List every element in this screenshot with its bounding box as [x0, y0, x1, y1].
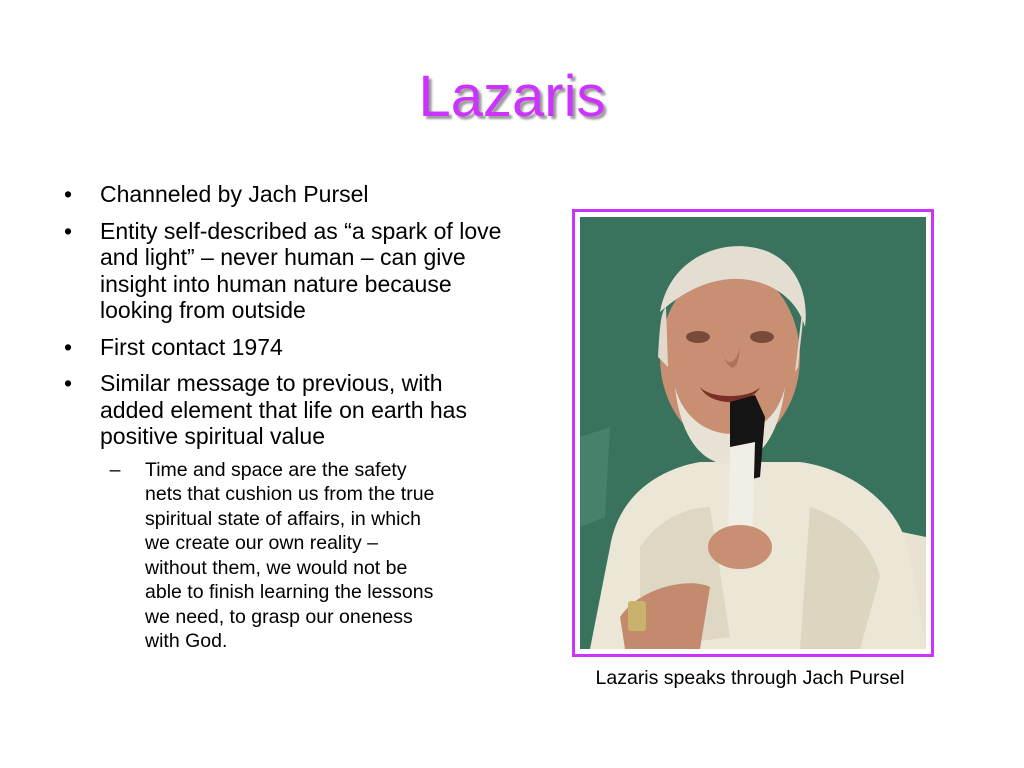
bullet-item — [58, 334, 508, 361]
bullet-mark: • — [63, 181, 73, 207]
sub-bullet-text: Time and space are the safety nets that cushion us from the true spiritual state of affairs, in which we create our own reality – without them, we would not be able to finish learning the lessons we need, to grasp our oneness with God. — [145, 458, 435, 652]
bullet-text: Similar message to previous, with added element that life on earth has positive spiritual value — [100, 370, 467, 449]
bullet-mark: • — [63, 370, 73, 396]
bullet-text: Channeled by Jach Pursel — [100, 181, 369, 207]
bullet-list — [58, 181, 508, 664]
bullet-item — [58, 181, 508, 208]
slide-title: Lazaris — [418, 64, 606, 129]
bullet-item — [58, 370, 508, 654]
portrait-photo-icon — [580, 217, 926, 649]
bullet-mark: • — [63, 333, 73, 360]
bullet-mark: • — [63, 217, 73, 244]
photo-frame — [572, 209, 934, 657]
photo-caption: Lazaris speaks through Jach Pursel — [595, 667, 905, 689]
sub-bullet-mark: – — [109, 458, 121, 481]
bullet-text: First contact 1974 — [100, 333, 283, 360]
sub-bullet-list — [100, 458, 508, 654]
bullet-item — [58, 218, 508, 324]
bullet-text: Entity self-described as “a spark of love and light” – never human – can give insight into human nature because looking from outside — [100, 217, 502, 323]
sub-bullet-item — [100, 458, 445, 654]
portrait-photo — [580, 217, 926, 649]
